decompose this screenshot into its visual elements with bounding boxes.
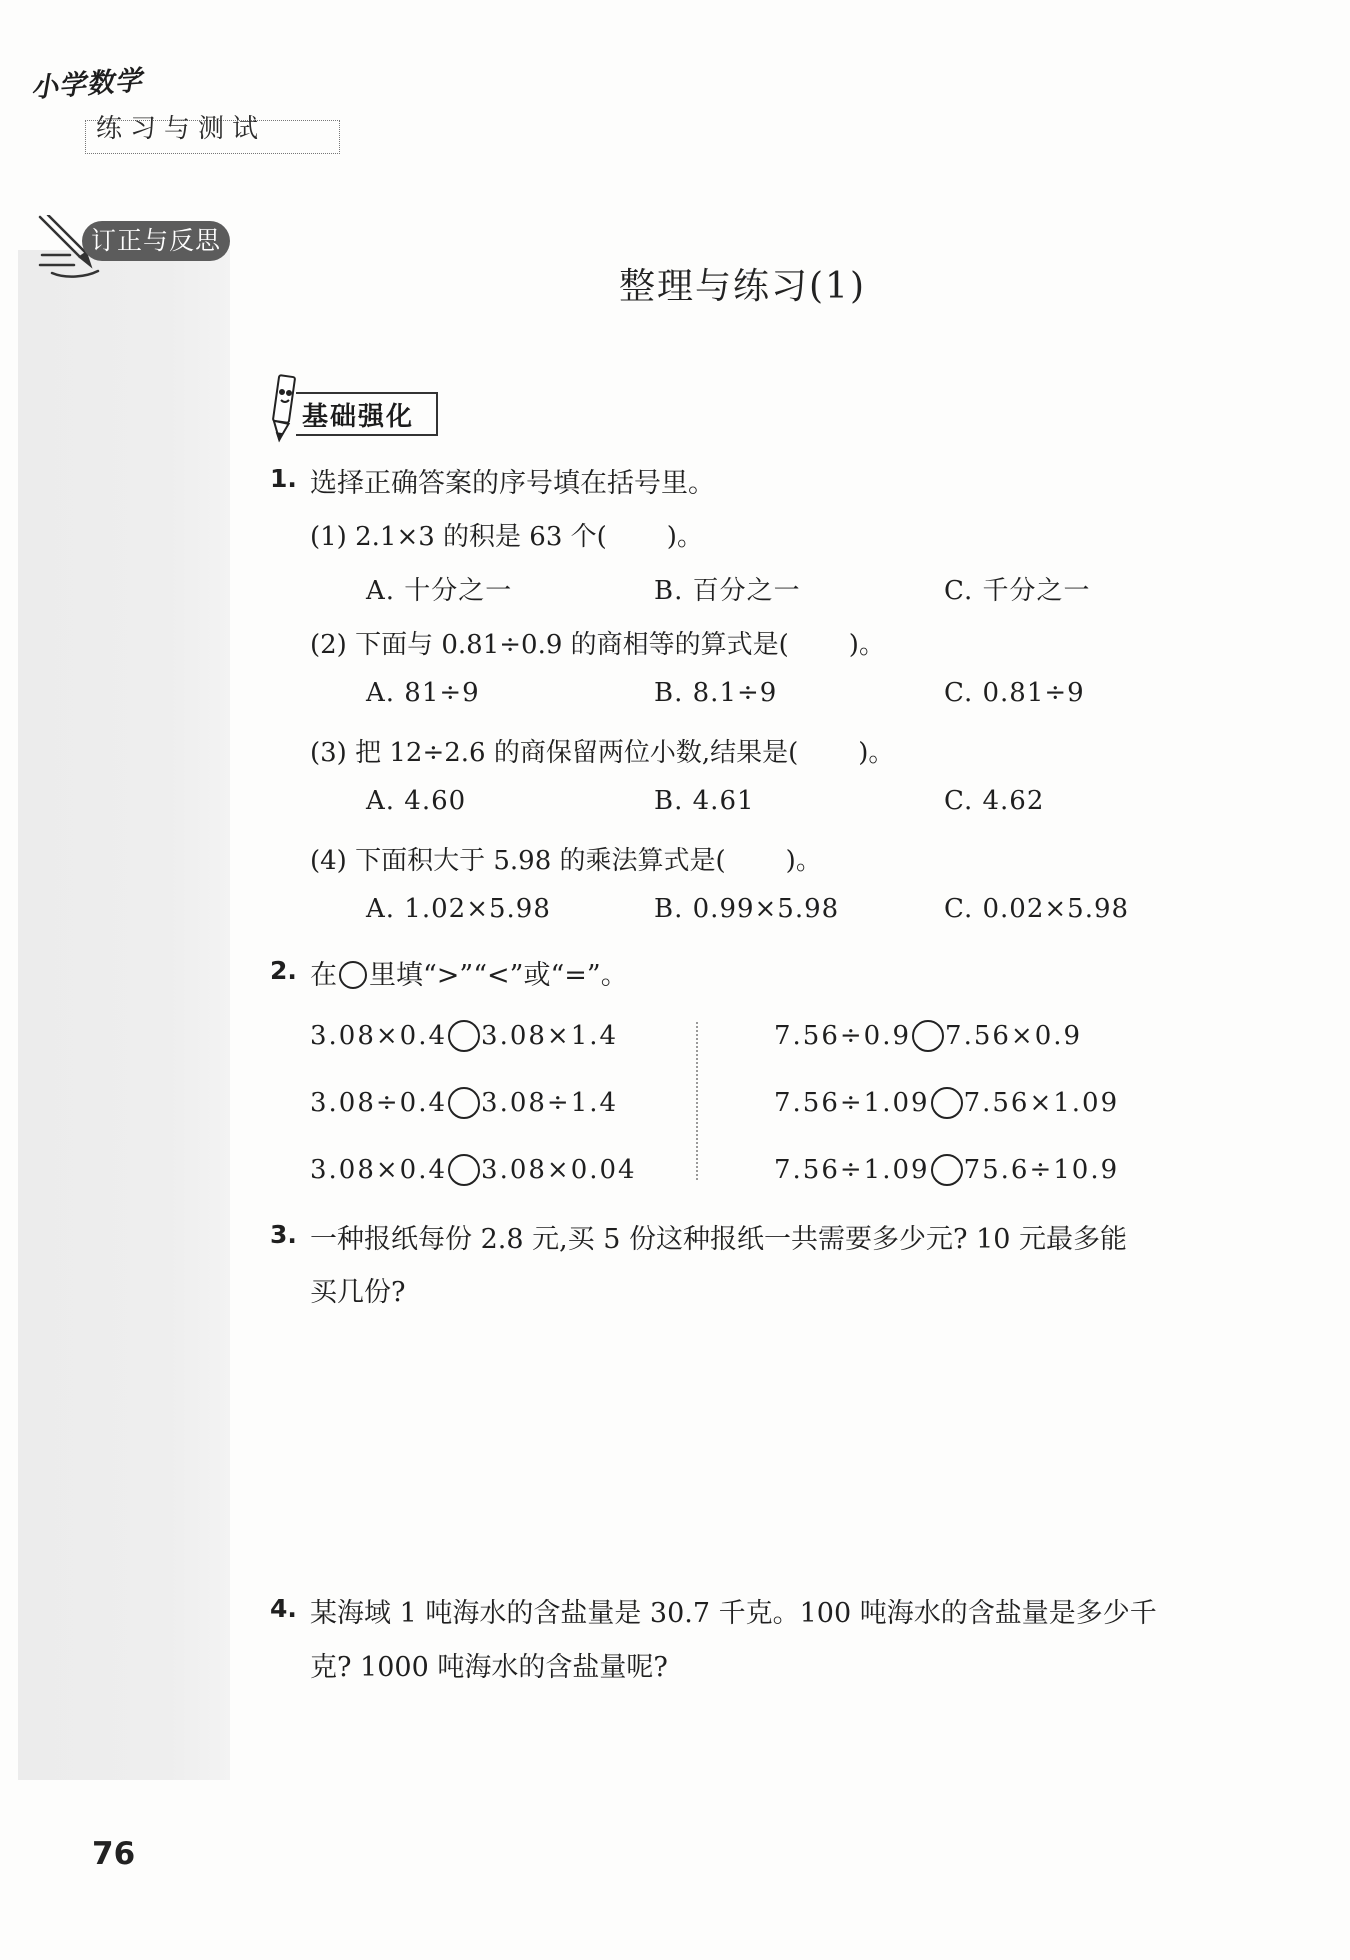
comparison-item: 7.56÷1.09 7.56×1.09 [774, 1088, 1120, 1118]
book-subtitle: 练习与测试 [96, 114, 267, 144]
option-a: A. 4.60 [366, 786, 467, 816]
comparison-item: 3.08÷0.4 3.08÷1.4 [310, 1088, 619, 1118]
comparison-circle[interactable] [448, 1087, 480, 1119]
option-c: C. 0.02×5.98 [944, 894, 1130, 924]
question-text-line: 某海域 1 吨海水的含盐量是 30.7 千克。100 吨海水的含盐量是多少千 [310, 1598, 1157, 1629]
page-title: 整理与练习(1) [619, 266, 866, 307]
comparison-circle[interactable] [912, 1020, 944, 1052]
circle-blank-icon [339, 961, 367, 989]
sub-question-stem: (1) 2.1×3 的积是 63 个( )。 [310, 522, 703, 552]
option-b: B. 8.1÷9 [654, 678, 778, 708]
option-a: A. 1.02×5.98 [366, 894, 551, 924]
option-c: C. 4.62 [944, 786, 1045, 816]
question-number: 2. [270, 956, 297, 985]
option-a: A. 十分之一 [366, 576, 513, 606]
comparison-item: 7.56÷1.09 75.6÷10.9 [774, 1155, 1120, 1185]
margin-column [18, 250, 230, 1780]
page-number: 76 [92, 1836, 136, 1872]
question-text-line: 一种报纸每份 2.8 元,买 5 份这种报纸一共需要多少元? 10 元最多能 [310, 1224, 1128, 1255]
comparison-circle[interactable] [448, 1020, 480, 1052]
question-text-line: 买几份? [310, 1277, 406, 1308]
option-a: A. 81÷9 [366, 678, 480, 708]
correction-reflection-badge: 订正与反思 [82, 221, 230, 261]
option-b: B. 百分之一 [654, 576, 801, 606]
comparison-item: 7.56÷0.9 7.56×0.9 [774, 1021, 1083, 1051]
question-text-line: 克? 1000 吨海水的含盐量呢? [310, 1652, 668, 1683]
sub-question-stem: (3) 把 12÷2.6 的商保留两位小数,结果是( )。 [310, 738, 895, 768]
book-title: 小学数学 [29, 65, 144, 105]
question-number: 1. [270, 464, 297, 493]
section-label: 基础强化 [302, 402, 415, 432]
option-b: B. 4.61 [654, 786, 755, 816]
sub-question-stem: (4) 下面积大于 5.98 的乘法算式是( )。 [310, 846, 822, 876]
option-c: C. 0.81÷9 [944, 678, 1085, 708]
option-c: C. 千分之一 [944, 576, 1091, 606]
sub-question-stem: (2) 下面与 0.81÷0.9 的商相等的算式是( )。 [310, 630, 885, 660]
comparison-circle[interactable] [448, 1154, 480, 1186]
column-divider [696, 1022, 698, 1180]
comparison-circle[interactable] [931, 1087, 963, 1119]
question-text: 在 里填“>”“<”或“=”。 [310, 960, 628, 991]
comparison-item: 3.08×0.4 3.08×1.4 [310, 1021, 619, 1051]
comparison-circle[interactable] [931, 1154, 963, 1186]
comparison-item: 3.08×0.4 3.08×0.04 [310, 1155, 637, 1185]
option-b: B. 0.99×5.98 [654, 894, 840, 924]
question-text: 选择正确答案的序号填在括号里。 [310, 468, 715, 499]
question-number: 4. [270, 1594, 297, 1623]
question-number: 3. [270, 1220, 297, 1249]
